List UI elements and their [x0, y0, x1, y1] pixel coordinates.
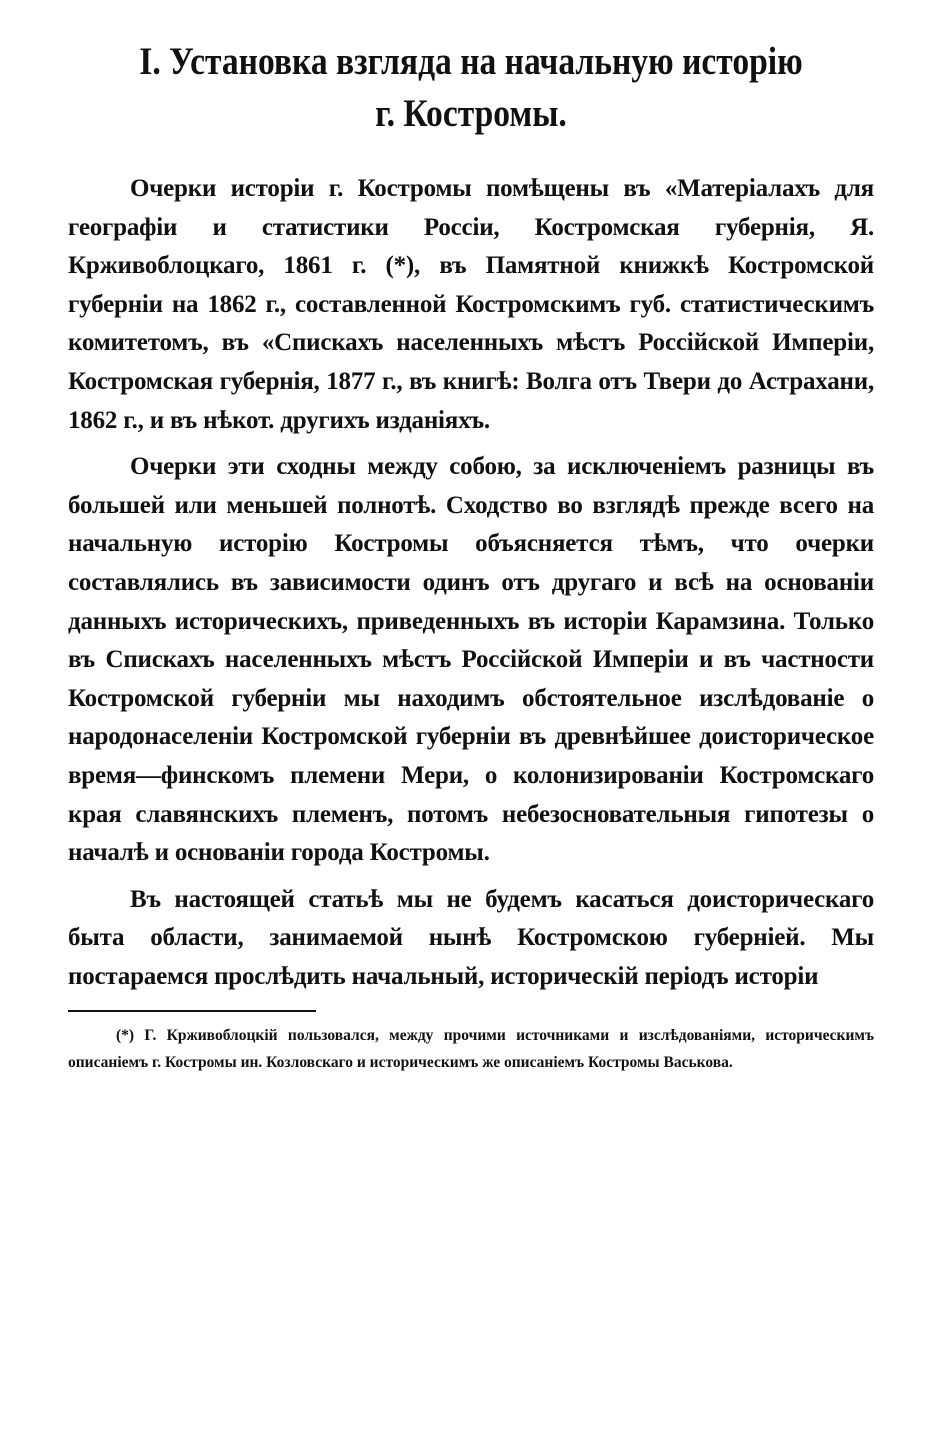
paragraph-1: Очерки исторіи г. Костромы помѣщены въ «Матеріалахъ для географіи и статистики Россіи, Костромская губернія, Я. Крживоблоцкаго, 1861 г. (*), въ Памятной книжкѣ Костромской губерніи на 1862 г., составленной Костромскимъ губ. статистическимъ комитетомъ, въ «Спискахъ населенныхъ мѣстъ Россійской Имперіи, Костромская губернія, 1877 г., въ книгѣ: Волга отъ Твери до Астрахани, 1862 г., и въ нѣкот. другихъ изданіяхъ. [68, 175, 874, 434]
title-line-1: I. Установка взгляда на начальную исторію [139, 40, 803, 83]
paragraph-2: Очерки эти сходны между собою, за исключеніемъ разницы въ большей или меньшей полнотѣ. Сходство во взглядѣ прежде всего на начальную исторію Костромы объясняется тѣмъ, что очерки составлялись въ зависимости одинъ отъ другаго и всѣ на основаніи данныхъ историческихъ, приведенныхъ въ исторіи Карамзина. Только въ Спискахъ населенныхъ мѣстъ Россійской Имперіи и въ частности Костромской губерніи мы находимъ обстоятельное изслѣдованіе о народонаселеніи Костромской губерніи въ древнѣйшее доисторическое время—финскомъ племени Мери, о колонизированіи Костромскаго края славянскихъ племенъ, потомъ небезосновательныя гипотезы о началѣ и основаніи города Костромы. [68, 453, 874, 867]
page-title [124, 36, 817, 140]
footnote-divider [68, 1010, 316, 1012]
document-page [68, 36, 874, 1076]
title-line-2: г. Костромы. [375, 92, 567, 135]
paragraph-3: Въ настоящей статьѣ мы не будемъ касаться доисторическаго быта области, занимаемой нынѣ Костромскою губерніей. Мы постараемся прослѣдить начальный, историческій періодъ исторіи [68, 885, 874, 990]
footnote: (*) Г. Крживоблоцкій пользовался, между прочими источниками и изслѣдованіями, историческимъ описаніемъ г. Костромы ин. Козловскаго и историческимъ же описаніемъ Костромы Васькова. [68, 1027, 874, 1072]
